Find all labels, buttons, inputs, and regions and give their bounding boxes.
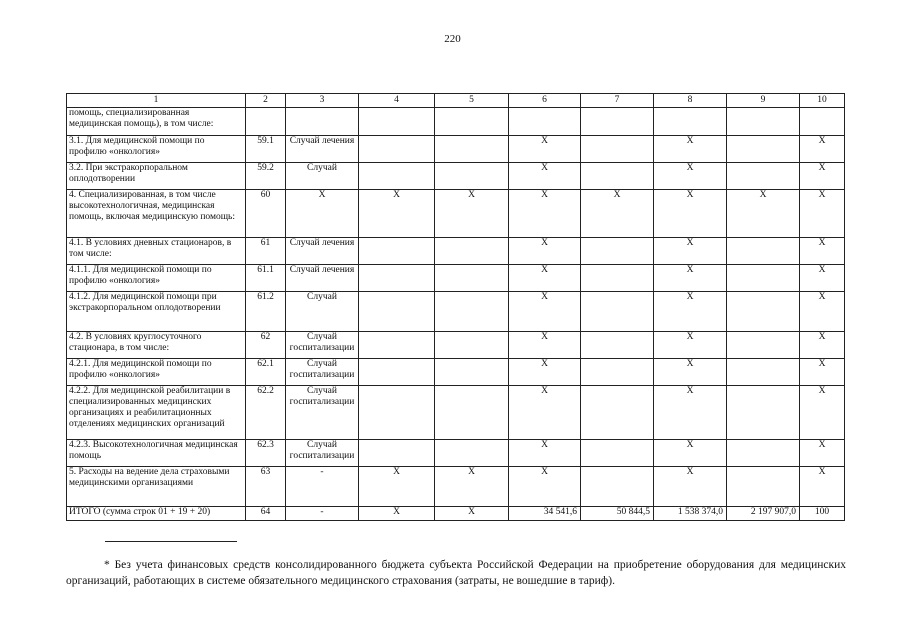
row-label: 3.2. При экстракорпоральном оплодотворении — [67, 163, 246, 190]
table-cell — [435, 440, 509, 467]
table-cell: X — [509, 386, 581, 440]
table-row — [67, 163, 845, 190]
table-cell — [359, 163, 435, 190]
data-table — [66, 93, 845, 521]
table-cell — [359, 108, 435, 136]
table-cell — [727, 386, 800, 440]
table-row — [67, 292, 845, 332]
unit-cell: - — [286, 507, 359, 521]
table-cell — [581, 386, 654, 440]
table-cell: X — [509, 163, 581, 190]
unit-cell: Случай госпитализации — [286, 359, 359, 386]
table-cell: X — [654, 238, 727, 265]
value-cell: 1 538 374,0 — [654, 507, 727, 521]
row-label: 5. Расходы на ведение дела страховыми медицинскими организациями — [67, 467, 246, 507]
row-code: 62.1 — [246, 359, 286, 386]
table-cell: X — [654, 163, 727, 190]
row-code: 61 — [246, 238, 286, 265]
table-row — [67, 359, 845, 386]
table-cell — [359, 136, 435, 163]
column-header: 3 — [286, 94, 359, 108]
row-label: 3.1. Для медицинской помощи по профилю «онкология» — [67, 136, 246, 163]
table-cell: X — [654, 440, 727, 467]
table-cell — [727, 332, 800, 359]
table-cell — [581, 108, 654, 136]
table-cell: X — [359, 467, 435, 507]
column-header: 8 — [654, 94, 727, 108]
table-body — [67, 94, 845, 521]
table-cell — [581, 163, 654, 190]
table-cell — [727, 265, 800, 292]
row-code: 62 — [246, 332, 286, 359]
row-label: 4.1.2. Для медицинской помощи при экстракорпоральном оплодотворении — [67, 292, 246, 332]
row-label: 4.2.3. Высокотехнологичная медицинская помощь — [67, 440, 246, 467]
table-cell: X — [800, 292, 845, 332]
table-cell: X — [359, 507, 435, 521]
table-cell — [581, 467, 654, 507]
table-cell: X — [359, 190, 435, 238]
table-header-row — [67, 94, 845, 108]
row-code: 64 — [246, 507, 286, 521]
value-cell: 100 — [800, 507, 845, 521]
table-cell: X — [509, 332, 581, 359]
table-cell: X — [727, 190, 800, 238]
row-label: ИТОГО (сумма строк 01 + 19 + 20) — [67, 507, 246, 521]
row-label: 4. Специализированная, в том числе высокотехнологичная, медицинская помощь, включая медицинскую помощь: — [67, 190, 246, 238]
table-cell: X — [800, 163, 845, 190]
row-label: 4.2. В условиях круглосуточного стационара, в том числе: — [67, 332, 246, 359]
table-row — [67, 136, 845, 163]
table-cell — [435, 386, 509, 440]
table-cell — [727, 108, 800, 136]
table-cell — [654, 108, 727, 136]
row-code: 61.1 — [246, 265, 286, 292]
table-cell — [359, 292, 435, 332]
table-row — [67, 108, 845, 136]
table-cell — [727, 440, 800, 467]
table-row — [67, 332, 845, 359]
table-cell — [435, 265, 509, 292]
table-cell — [727, 238, 800, 265]
value-cell: 50 844,5 — [581, 507, 654, 521]
table-cell: X — [654, 136, 727, 163]
row-code: 61.2 — [246, 292, 286, 332]
column-header: 7 — [581, 94, 654, 108]
table-cell: X — [800, 136, 845, 163]
table-cell — [727, 359, 800, 386]
table-cell — [435, 238, 509, 265]
table-cell — [727, 467, 800, 507]
table-cell — [581, 136, 654, 163]
table-cell — [435, 332, 509, 359]
table-cell — [359, 440, 435, 467]
table-cell — [359, 332, 435, 359]
column-header: 1 — [67, 94, 246, 108]
table-cell: X — [509, 359, 581, 386]
unit-cell: Случай — [286, 292, 359, 332]
table-cell — [435, 136, 509, 163]
table-cell — [727, 136, 800, 163]
table-row — [67, 238, 845, 265]
table-cell — [359, 386, 435, 440]
value-cell: 2 197 907,0 — [727, 507, 800, 521]
table-cell — [435, 292, 509, 332]
column-header: 10 — [800, 94, 845, 108]
table-cell: X — [654, 332, 727, 359]
table-row — [67, 386, 845, 440]
row-code: 62.3 — [246, 440, 286, 467]
table-cell: X — [509, 190, 581, 238]
value-cell: 34 541,6 — [509, 507, 581, 521]
row-code: 60 — [246, 190, 286, 238]
table-cell — [581, 332, 654, 359]
row-label: 4.1. В условиях дневных стационаров, в том числе: — [67, 238, 246, 265]
table-cell — [800, 108, 845, 136]
table-cell: X — [509, 238, 581, 265]
table-cell: X — [800, 238, 845, 265]
unit-cell: - — [286, 467, 359, 507]
table-cell — [509, 108, 581, 136]
row-label: 4.1.1. Для медицинской помощи по профилю «онкология» — [67, 265, 246, 292]
unit-cell: Случай лечения — [286, 238, 359, 265]
unit-cell: X — [286, 190, 359, 238]
table-cell: X — [509, 265, 581, 292]
unit-cell — [286, 108, 359, 136]
table-cell — [727, 163, 800, 190]
table-cell: X — [654, 190, 727, 238]
table-cell — [581, 292, 654, 332]
table-cell: X — [800, 332, 845, 359]
unit-cell: Случай госпитализации — [286, 332, 359, 359]
unit-cell: Случай госпитализации — [286, 440, 359, 467]
table-cell: X — [654, 265, 727, 292]
table-cell: X — [509, 467, 581, 507]
table-cell: X — [654, 359, 727, 386]
column-header: 9 — [727, 94, 800, 108]
footnote: * Без учета финансовых средств консолидированного бюджета субъекта Российской Федерации на приобретение оборудования для медицинских организаций, работающих в системе обязательного медицинского страхования (затраты, не вошедшие в тариф). — [66, 559, 846, 587]
table-cell: X — [509, 440, 581, 467]
table-cell: X — [800, 265, 845, 292]
table-cell: X — [509, 136, 581, 163]
table-row — [67, 467, 845, 507]
table-cell: X — [800, 386, 845, 440]
table-cell: X — [435, 190, 509, 238]
table-row — [67, 507, 845, 521]
table-cell — [435, 163, 509, 190]
table-cell — [727, 292, 800, 332]
row-code: 63 — [246, 467, 286, 507]
table-cell: X — [581, 190, 654, 238]
column-header: 5 — [435, 94, 509, 108]
table-row — [67, 190, 845, 238]
row-code: 59.1 — [246, 136, 286, 163]
row-label: помощь, специализированная медицинская помощь), в том числе: — [67, 108, 246, 136]
table-cell: X — [654, 292, 727, 332]
page-number: 220 — [444, 33, 461, 45]
table-cell — [581, 440, 654, 467]
table-cell: X — [509, 292, 581, 332]
column-header: 2 — [246, 94, 286, 108]
table-cell: X — [435, 467, 509, 507]
table-row — [67, 440, 845, 467]
table-cell — [435, 108, 509, 136]
table-cell — [359, 265, 435, 292]
footnote-divider — [105, 541, 237, 542]
unit-cell: Случай госпитализации — [286, 386, 359, 440]
table-cell: X — [654, 386, 727, 440]
row-code — [246, 108, 286, 136]
table-row — [67, 265, 845, 292]
table-cell: X — [800, 440, 845, 467]
table-cell: X — [800, 467, 845, 507]
table-cell — [359, 359, 435, 386]
unit-cell: Случай лечения — [286, 136, 359, 163]
row-code: 62.2 — [246, 386, 286, 440]
table-cell: X — [654, 467, 727, 507]
table-cell: X — [435, 507, 509, 521]
row-code: 59.2 — [246, 163, 286, 190]
table-cell — [581, 265, 654, 292]
table-cell — [581, 359, 654, 386]
table-cell — [435, 359, 509, 386]
row-label: 4.2.1. Для медицинской помощи по профилю «онкология» — [67, 359, 246, 386]
table-cell: X — [800, 190, 845, 238]
column-header: 6 — [509, 94, 581, 108]
table-cell — [359, 238, 435, 265]
unit-cell: Случай лечения — [286, 265, 359, 292]
unit-cell: Случай — [286, 163, 359, 190]
column-header: 4 — [359, 94, 435, 108]
table-cell: X — [800, 359, 845, 386]
row-label: 4.2.2. Для медицинской реабилитации в специализированных медицинских организациях и реабилитационных отделениях медицинских организаций — [67, 386, 246, 440]
table-cell — [581, 238, 654, 265]
